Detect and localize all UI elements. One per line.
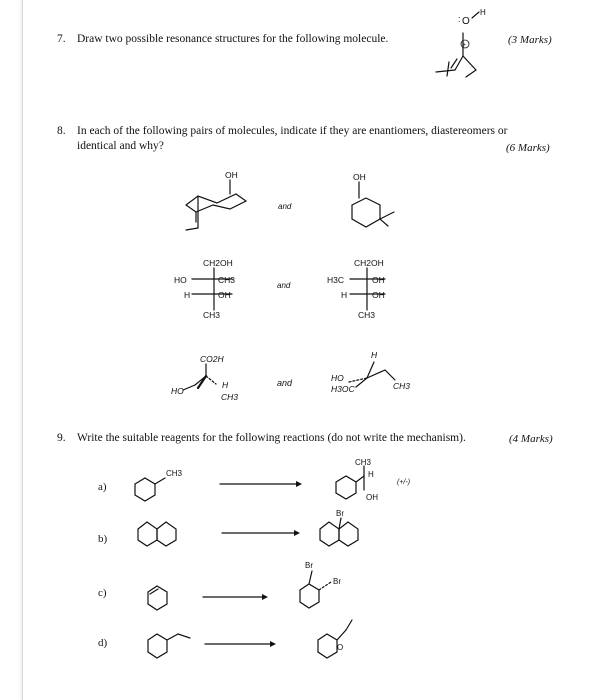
q9a-product-oh: OH	[366, 493, 378, 502]
q9a-racemic-label: (+/-)	[397, 479, 411, 486]
q8-p2-left-bottom: CH3	[203, 310, 221, 320]
q8-p3-right-h3co: H3OC	[331, 384, 355, 394]
part-a-label: a)	[98, 481, 107, 493]
q9-number: 9.	[57, 432, 66, 444]
q9a-reactant	[135, 478, 165, 501]
q9c-reactant	[148, 586, 167, 610]
q7-oxygen-label: O	[462, 16, 470, 27]
svg-text::: :	[458, 14, 461, 24]
q8-p2-right-h3c: H3C	[327, 275, 345, 285]
q8-chair-cyclohexane	[186, 180, 246, 230]
q8-p3-left-h: H	[222, 380, 229, 390]
q8-p3-left-co2h: CO2H	[200, 354, 224, 364]
q7-marks: (3 Marks)	[508, 34, 552, 46]
q8-stereocenter-right	[349, 362, 395, 387]
q7-text: Draw two possible resonance structures for the following molecule.	[77, 33, 389, 45]
q8-stereocenter-left	[183, 364, 216, 390]
q7-number: 7.	[57, 33, 66, 45]
q9a-product	[336, 466, 364, 499]
q8-cyclohexane-wedge	[352, 182, 394, 227]
q9-marks: (4 Marks)	[509, 433, 553, 445]
svg-text:+: +	[462, 42, 467, 49]
q9a-reactant-ch3: CH3	[166, 469, 183, 478]
q8-marks: (6 Marks)	[506, 142, 550, 154]
q8-p3-left-ho: HO	[171, 386, 184, 396]
q8-p2-left-ch3: CH3	[218, 275, 236, 285]
q8-p2-left-top: CH2OH	[203, 258, 233, 268]
part-b-label: b)	[98, 533, 108, 545]
q9c-product-br-top: Br	[305, 561, 313, 570]
q8-p2-right-h: H	[341, 290, 348, 300]
q8-and-3: and	[277, 378, 293, 388]
q9a-product-h: H	[368, 470, 374, 479]
q8-p2-left-h: H	[184, 290, 191, 300]
q9b-product-br: Br	[336, 509, 344, 518]
q8-p2-right-bottom: CH3	[358, 310, 376, 320]
q8-text-line1: In each of the following pairs of molecules, indicate if they are enantiomers, diastereomers or	[77, 125, 508, 137]
q9d-product-o: O	[337, 643, 344, 652]
q8-number: 8.	[57, 125, 66, 137]
part-c-label: c)	[98, 587, 107, 599]
q8-p2-right-oh2: OH	[372, 290, 385, 300]
q9a-product-ch3: CH3	[355, 458, 372, 467]
q8-p3-right-ch3: CH3	[393, 381, 411, 391]
q8-p1-right-oh: OH	[353, 172, 366, 182]
q8-p3-right-ho: HO	[331, 373, 344, 383]
q8-p2-right-top: CH2OH	[354, 258, 384, 268]
q9d-reactant	[148, 634, 190, 658]
q8-text-line2: identical and why?	[77, 140, 164, 152]
q8-p2-left-ho: HO	[174, 275, 187, 285]
q8-p3-left-ch3: CH3	[221, 392, 239, 402]
q9d-product	[318, 620, 352, 658]
q9b-reactant	[138, 522, 176, 546]
q9-text: Write the suitable reagents for the following reactions (do not write the mechanism).	[77, 432, 466, 444]
q9c-product-br-side: Br	[333, 577, 341, 586]
q8-p1-left-oh: OH	[225, 170, 238, 180]
q7-hydrogen-label: H	[480, 8, 486, 17]
q9c-product	[300, 571, 331, 608]
q8-p3-right-h: H	[371, 350, 378, 360]
q8-and-1: and	[278, 202, 292, 211]
q8-p2-left-oh: OH	[218, 290, 231, 300]
q9b-product	[320, 518, 358, 546]
q8-and-2: and	[277, 281, 291, 290]
part-d-label: d)	[98, 637, 108, 649]
q8-p2-right-oh1: OH	[372, 275, 385, 285]
